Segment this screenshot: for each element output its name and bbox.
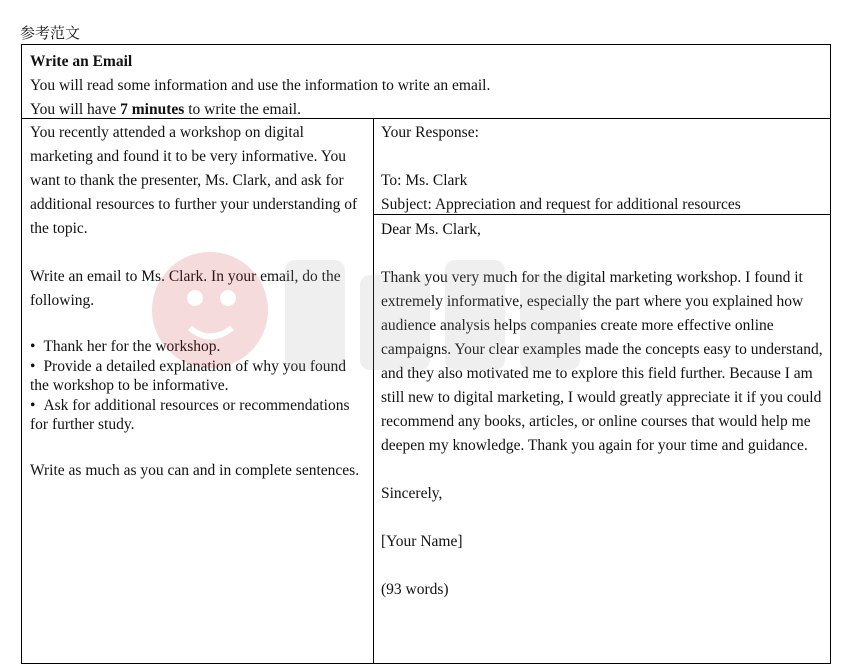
email-name: [Your Name] <box>381 533 463 550</box>
task-title: Write an Email <box>30 53 133 70</box>
prompt-instruction: Write an email to Ms. Clark. In your email, do the following. <box>30 268 341 309</box>
email-greeting: Dear Ms. Clark, <box>381 221 481 238</box>
response-body <box>374 215 830 663</box>
task-header <box>22 45 830 119</box>
email-subject: Subject: Appreciation and request for additional resources <box>381 196 741 213</box>
task-table <box>21 44 831 664</box>
page-label: 参考范文 <box>20 24 81 42</box>
prompt-intro: You recently attended a workshop on digital marketing and found it to be very informative. You want to thank the presenter, Ms. Clark, and ask for additional resources to further your understanding of the topic. <box>30 124 358 237</box>
list-item: • Ask for additional resources or recommendations for further study. <box>30 397 350 433</box>
prompt-bullet-list <box>30 337 365 434</box>
time-limit: 7 minutes <box>120 101 185 118</box>
bullet-icon: • <box>30 358 36 375</box>
email-body: Thank you very much for the digital marketing workshop. I found it extremely informative, especially the part where you explained how audience analysis helps companies create more effective online campaigns. Your clear examples made the concepts easy to understand, and they also motivated me to explore this field further. Because I am still new to digital marketing, I would greatly appreciate it if you could recommend any books, articles, or online courses that would help me deepen my knowledge. Thank you again for your time and guidance. <box>381 269 823 454</box>
bullet-icon: • <box>30 338 36 355</box>
task-line-1: You will read some information and use the information to write an email. <box>30 77 491 94</box>
task-line-2: You will have 7 minutes to write the email. <box>30 101 301 118</box>
list-item: • Thank her for the workshop. <box>30 338 221 355</box>
prompt-closing: Write as much as you can and in complete sentences. <box>30 462 360 479</box>
prompt-panel <box>22 119 374 663</box>
email-to: To: Ms. Clark <box>381 172 468 189</box>
list-item: • Provide a detailed explanation of why you found the workshop to be informative. <box>30 358 347 394</box>
response-label: Your Response: <box>381 124 479 141</box>
response-header <box>374 119 830 215</box>
email-signoff: Sincerely, <box>381 485 443 502</box>
bullet-icon: • <box>30 397 36 414</box>
word-count: (93 words) <box>381 581 449 598</box>
